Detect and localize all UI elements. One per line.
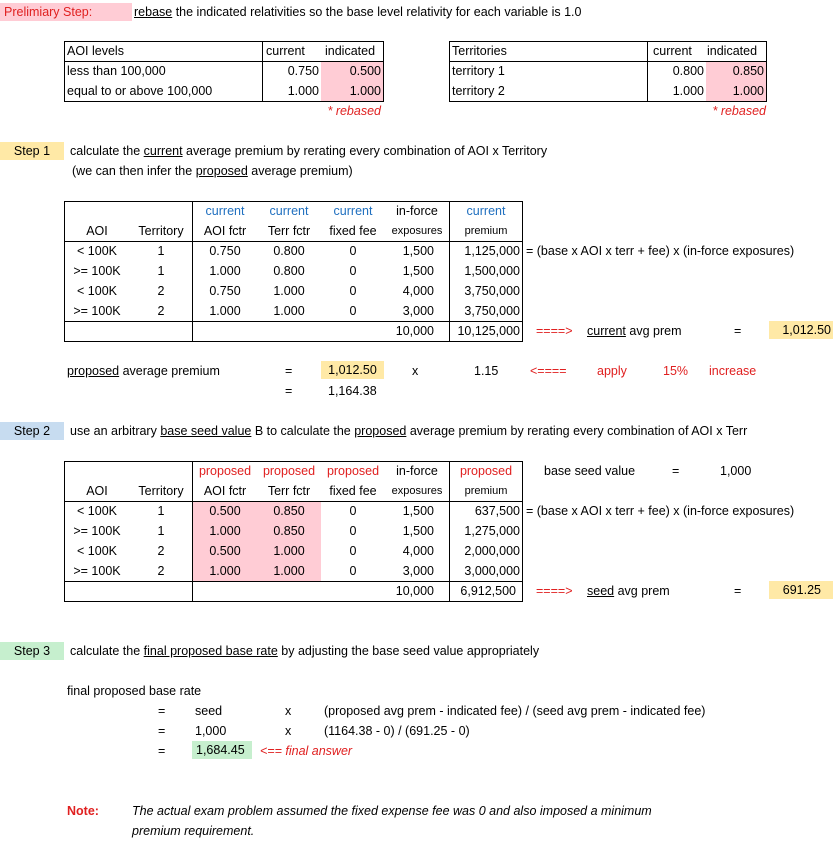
table-cell: 0.800 xyxy=(273,244,305,258)
col-header: AOI xyxy=(86,484,108,498)
terr-row-indicated: 0.850 xyxy=(732,64,764,78)
total-exposures: 10,000 xyxy=(395,324,434,338)
col-header: Terr fctr xyxy=(267,224,311,238)
col-header: exposures xyxy=(391,485,443,497)
equals-sign: = xyxy=(158,744,166,758)
col-header: fixed fee xyxy=(329,224,377,238)
right-arrow: ====> xyxy=(536,584,573,598)
increase-percent: 15% xyxy=(663,364,689,378)
prelim-label: Prelimiary Step: xyxy=(0,3,132,21)
final-answer-note: <== final answer xyxy=(260,744,353,758)
col-header: fixed fee xyxy=(329,484,377,498)
table-cell: 1.000 xyxy=(209,264,241,278)
table-cell: < 100K xyxy=(77,284,117,298)
aoi-table-header: indicated xyxy=(325,44,376,58)
col-header: Terr fctr xyxy=(267,484,311,498)
table-cell: 2 xyxy=(157,304,165,318)
table-cell: 0 xyxy=(349,544,357,558)
table-cell: 2 xyxy=(157,564,165,578)
note-line: premium requirement. xyxy=(132,824,255,838)
table-cell: < 100K xyxy=(77,244,117,258)
table-cell: 1,500 xyxy=(402,264,434,278)
table-cell: 1.000 xyxy=(209,304,241,318)
total-premium: 6,912,500 xyxy=(460,584,516,598)
col-header: current xyxy=(466,204,506,218)
seed-label: base seed value xyxy=(544,464,636,478)
table-cell: >= 100K xyxy=(73,304,121,318)
increase-label: increase xyxy=(709,364,757,378)
step3-label: Step 3 xyxy=(0,642,64,660)
table-cell: 1 xyxy=(157,504,165,518)
step2-label: Step 2 xyxy=(0,422,64,440)
table-cell: >= 100K xyxy=(73,564,121,578)
table-cell: 1,275,000 xyxy=(464,524,520,538)
table-cell: 1.000 xyxy=(273,304,305,318)
table-cell: 4,000 xyxy=(402,284,434,298)
note-line: The actual exam problem assumed the fixed expense fee was 0 and also imposed a minimum xyxy=(132,804,652,818)
table-cell: 1.000 xyxy=(273,564,305,578)
aoi-row-label: equal to or above 100,000 xyxy=(67,84,213,98)
step1-label: Step 1 xyxy=(0,142,64,160)
table-cell: 0 xyxy=(349,504,357,518)
col-header: proposed xyxy=(262,464,316,478)
formula-term: 1,000 xyxy=(195,724,227,738)
table-cell: 3,750,000 xyxy=(464,304,520,318)
col-header: current xyxy=(205,204,245,218)
table-cell: 1,500 xyxy=(402,524,434,538)
right-arrow: ====> xyxy=(536,324,573,338)
total-exposures: 10,000 xyxy=(395,584,434,598)
seed-value: 1,000 xyxy=(720,464,752,478)
table-cell: 0 xyxy=(349,524,357,538)
table-cell: 0 xyxy=(349,304,357,318)
prelim-text: rebase the indicated relativities so the base level relativity for each variable is 1.0 xyxy=(134,5,582,19)
multiply-sign: x xyxy=(285,724,292,738)
table-cell: 3,000,000 xyxy=(464,564,520,578)
aoi-table-header: current xyxy=(266,44,305,58)
table-cell: 0 xyxy=(349,564,357,578)
table-cell: < 100K xyxy=(77,504,117,518)
step3-description: calculate the final proposed base rate by adjusting the base seed value appropriately xyxy=(70,644,540,658)
equals-sign: = xyxy=(285,364,293,378)
table-cell: 1.000 xyxy=(209,524,241,538)
terr-row-current: 0.800 xyxy=(672,64,704,78)
col-header: AOI xyxy=(86,224,108,238)
table-cell: 1,500,000 xyxy=(464,264,520,278)
proposed-avg-prem-label: proposed average premium xyxy=(67,364,220,378)
table-cell: 0.750 xyxy=(209,244,241,258)
step2-description: use an arbitrary base seed value B to calculate the proposed average premium by rerating every combination of AOI x Terr xyxy=(70,424,748,438)
table-cell: 1.000 xyxy=(209,564,241,578)
final-answer-value: 1,684.45 xyxy=(192,741,252,759)
left-arrow: <==== xyxy=(530,364,567,378)
aoi-rebased-note: * rebased xyxy=(327,104,381,118)
equals-sign: = xyxy=(734,584,742,598)
seed-avg-prem-value: 691.25 xyxy=(769,581,833,599)
table-cell: 1,500 xyxy=(402,244,434,258)
step1-formula: = (base x AOI x terr + fee) x (in-force exposures) xyxy=(526,244,795,258)
col-header: proposed xyxy=(198,464,252,478)
col-header: exposures xyxy=(391,225,443,237)
col-header: AOI fctr xyxy=(203,484,247,498)
table-cell: 0.500 xyxy=(209,544,241,558)
table-cell: 0.850 xyxy=(273,504,305,518)
terr-row-label: territory 2 xyxy=(452,84,505,98)
aoi-row-indicated: 1.000 xyxy=(349,84,381,98)
equals-sign: = xyxy=(158,724,166,738)
aoi-row-current: 1.000 xyxy=(287,84,319,98)
table-cell: 1.000 xyxy=(273,544,305,558)
equals-sign: = xyxy=(285,384,293,398)
terr-row-indicated: 1.000 xyxy=(732,84,764,98)
col-header: proposed xyxy=(326,464,380,478)
formula-term: seed xyxy=(195,704,223,718)
proposed-base-value: 1,012.50 xyxy=(321,361,384,379)
step1-description: calculate the current average premium by rerating every combination of AOI x Territory xyxy=(70,144,548,158)
note-label: Note: xyxy=(67,804,99,818)
table-cell: 1,500 xyxy=(402,504,434,518)
apply-label: apply xyxy=(597,364,627,378)
terr-row-label: territory 1 xyxy=(452,64,505,78)
table-cell: >= 100K xyxy=(73,524,121,538)
seed-avg-prem-label: seed avg prem xyxy=(587,584,670,598)
table-cell: 1 xyxy=(157,264,165,278)
increase-factor: 1.15 xyxy=(474,364,499,378)
table-cell: 0.850 xyxy=(273,524,305,538)
terr-row-current: 1.000 xyxy=(672,84,704,98)
proposed-avg-prem-result: 1,164.38 xyxy=(328,384,377,398)
col-header: Territory xyxy=(138,224,184,238)
table-cell: 2,000,000 xyxy=(464,544,520,558)
col-header: premium xyxy=(464,485,508,497)
table-cell: 1.000 xyxy=(273,284,305,298)
table-cell: < 100K xyxy=(77,544,117,558)
col-header: in-force xyxy=(396,464,438,478)
table-cell: 0.800 xyxy=(273,264,305,278)
table-cell: 3,000 xyxy=(402,304,434,318)
table-cell: 1 xyxy=(157,524,165,538)
equals-sign: = xyxy=(158,704,166,718)
table-cell: 0 xyxy=(349,284,357,298)
multiply-sign: x xyxy=(285,704,292,718)
table-cell: 3,000 xyxy=(402,564,434,578)
table-cell: 2 xyxy=(157,284,165,298)
col-header: in-force xyxy=(396,204,438,218)
table-cell: 2 xyxy=(157,544,165,558)
terr-table-header: Territories xyxy=(452,44,507,58)
table-cell: 3,750,000 xyxy=(464,284,520,298)
multiply-sign: x xyxy=(412,364,419,378)
terr-table-header: current xyxy=(653,44,692,58)
col-header: current xyxy=(269,204,309,218)
formula-ratio: (proposed avg prem - indicated fee) / (seed avg prem - indicated fee) xyxy=(324,704,706,718)
equals-sign: = xyxy=(734,324,742,338)
col-header: premium xyxy=(464,225,508,237)
step2-formula: = (base x AOI x terr + fee) x (in-force exposures) xyxy=(526,504,795,518)
aoi-row-indicated: 0.500 xyxy=(349,64,381,78)
col-header: current xyxy=(333,204,373,218)
final-rate-title: final proposed base rate xyxy=(67,684,202,698)
step1-subdescription: (we can then infer the proposed average premium) xyxy=(72,164,353,178)
aoi-table-header: AOI levels xyxy=(67,44,124,58)
table-cell: 637,500 xyxy=(474,504,520,518)
formula-ratio: (1164.38 - 0) / (691.25 - 0) xyxy=(324,724,470,738)
aoi-row-current: 0.750 xyxy=(287,64,319,78)
table-cell: 1 xyxy=(157,244,165,258)
terr-rebased-note: * rebased xyxy=(712,104,766,118)
aoi-row-label: less than 100,000 xyxy=(67,64,166,78)
table-cell: 0 xyxy=(349,264,357,278)
table-cell: >= 100K xyxy=(73,264,121,278)
total-premium: 10,125,000 xyxy=(457,324,520,338)
terr-table-header: indicated xyxy=(707,44,758,58)
col-header: Territory xyxy=(138,484,184,498)
table-cell: 0 xyxy=(349,244,357,258)
current-avg-prem-label: current avg prem xyxy=(587,324,682,338)
col-header: proposed xyxy=(459,464,513,478)
table-cell: 1,125,000 xyxy=(464,244,520,258)
current-avg-prem-value: 1,012.50 xyxy=(769,321,833,339)
equals-sign: = xyxy=(672,464,680,478)
table-cell: 4,000 xyxy=(402,544,434,558)
col-header: AOI fctr xyxy=(203,224,247,238)
table-cell: 0.500 xyxy=(209,504,241,518)
table-cell: 0.750 xyxy=(209,284,241,298)
